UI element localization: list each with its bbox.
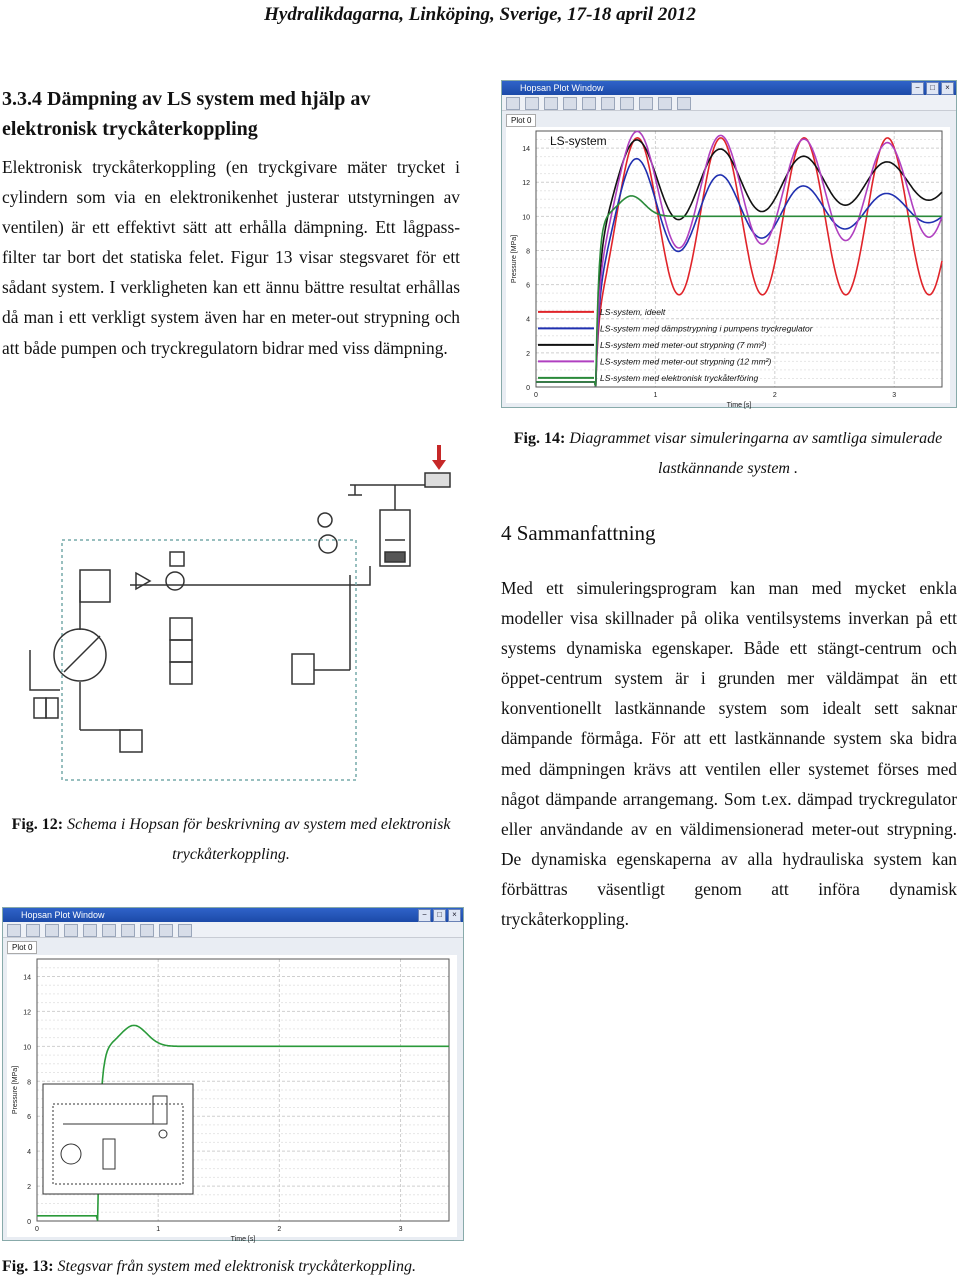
y-tick-label: 6 (27, 1114, 31, 1122)
y-axis-label: Pressure [MPa] (511, 234, 518, 284)
tool-icon[interactable] (544, 97, 558, 110)
close-button[interactable]: × (941, 82, 954, 95)
maximize-button[interactable]: □ (926, 82, 939, 95)
y-tick-label: 12 (23, 1009, 31, 1017)
x-tick-label: 3 (892, 392, 897, 399)
tool-icon[interactable] (140, 924, 154, 937)
fig12-label: Fig. 12: (11, 816, 64, 833)
plot-window-fig13 (2, 907, 464, 1241)
y-tick-label: 10 (23, 1044, 31, 1052)
y-tick-label: 2 (27, 1184, 31, 1192)
tool-icon[interactable] (7, 924, 21, 937)
tool-icon[interactable] (563, 97, 577, 110)
plot-toolbar (3, 922, 463, 938)
legend-entry: LS-system med meter-out strypning (7 mm²) (600, 339, 767, 350)
plot-toolbar (502, 95, 956, 111)
fig13-text: Stegsvar från system med elektronisk tryckåterkoppling. (57, 1258, 416, 1275)
right-paragraph: Med ett simuleringsprogram kan man med mycket enkla modeller visa skillnader på olika ventilsystems inverkan på ett systems dynamiska egenskaper. Både ett stängt-centrum och öppet-centrum system är i grunden mer väldämpat än ett konventionellt lastkännande system som idealt sett saknar dämpande förmåga. För att ett lastkännande system ska bidra med dämpningen krävs att ventilen eller systemet förses med något dämpande arrangemang. Som t.ex. dämpad tryckregulator eller användande av en väldimensionerad meter-out strypning. De dynamiska egenskaperna av alla hydrauliska system kan förbättras väsentligt genom att införa dynamisk tryckåterkoppling. (501, 578, 957, 930)
section4-title: 4 Sammanfattning (501, 521, 656, 545)
x-tick-label: 3 (398, 1226, 403, 1233)
tool-icon[interactable] (102, 924, 116, 937)
tool-icon[interactable] (658, 97, 672, 110)
tool-icon[interactable] (582, 97, 596, 110)
x-tick-label: 2 (772, 392, 777, 399)
x-tick-label: 1 (653, 392, 658, 399)
y-tick-label: 4 (27, 1149, 31, 1157)
chart-fig14 (506, 127, 950, 409)
x-tick-label: 1 (156, 1226, 161, 1233)
y-tick-label: 10 (522, 214, 530, 222)
y-tick-label: 2 (526, 350, 530, 358)
plot-window-titlebar: Hopsan Plot Window − □ × (3, 908, 463, 922)
fig13-caption (2, 1252, 462, 1282)
minimize-button[interactable]: − (418, 909, 431, 922)
y-tick-label: 0 (526, 385, 530, 392)
y-axis-label: Pressure [MPa] (12, 1065, 19, 1115)
tool-icon[interactable] (83, 924, 97, 937)
inset-schematic (43, 1084, 193, 1194)
legend-entry: LS-system med dämpstrypning i pumpens tryckregulator (600, 323, 813, 334)
fig14-text: Diagrammet visar simuleringarna av samtliga simulerade lastkännande system . (569, 430, 943, 477)
tool-icon[interactable] (121, 924, 135, 937)
plot-tab[interactable]: Plot 0 (7, 941, 37, 954)
legend-entry: LS-system med elektronisk tryckåterföring (600, 372, 759, 383)
tool-icon[interactable] (64, 924, 78, 937)
page-header: Hydralikdagarna, Linköping, Sverige, 17-18 april 2012 (264, 4, 696, 25)
left-paragraph: Elektronisk tryckåterkoppling (en tryckgivare mäter trycket i cylindern som via en elektronikenhet justerar utstyrningen av ventilen) är ett effektivt sätt att erhålla dämpning. Ett lågpass-filter tar bort det statiska felet. Figur 13 visar stegsvaret för ett sådant system. I verkligheten kan ett ännu bättre resultat erhållas då man i ett verkligt system även har en meter-out strypning och att både pumpen och tryckregulatorn bidrar med viss dämpning. (2, 157, 460, 358)
maximize-button[interactable]: □ (433, 909, 446, 922)
y-tick-label: 6 (526, 282, 530, 290)
legend-entry: LS-system, ideelt (600, 306, 666, 317)
tool-icon[interactable] (620, 97, 634, 110)
tool-icon[interactable] (639, 97, 653, 110)
y-tick-label: 4 (526, 316, 530, 324)
fig12-caption (0, 810, 462, 870)
close-button[interactable]: × (448, 909, 461, 922)
hydraulic-schematic (10, 440, 460, 790)
section-title: 3.3.4 Dämpning av LS system med hjälp av elektronisk tryckåterkoppling (2, 88, 371, 140)
x-tick-label: 0 (534, 392, 538, 399)
tool-icon[interactable] (45, 924, 59, 937)
plot-window-fig14 (501, 80, 957, 408)
y-tick-label: 8 (526, 248, 530, 256)
tool-icon[interactable] (159, 924, 173, 937)
tool-icon[interactable] (601, 97, 615, 110)
tool-icon[interactable] (178, 924, 192, 937)
y-tick-label: 8 (27, 1079, 31, 1087)
tool-icon[interactable] (506, 97, 520, 110)
y-tick-label: 0 (27, 1219, 31, 1226)
fig14-caption (501, 424, 955, 484)
plot-tab[interactable]: Plot 0 (506, 114, 536, 127)
tool-icon[interactable] (677, 97, 691, 110)
tool-icon[interactable] (525, 97, 539, 110)
fig12-text: Schema i Hopsan för beskrivning av system med elektronisk tryckåterkoppling. (67, 816, 451, 863)
legend-entry: LS-system med meter-out strypning (12 mm²) (600, 356, 772, 367)
x-tick-label: 2 (277, 1226, 282, 1233)
fig14-label: Fig. 14: (513, 430, 566, 447)
x-tick-label: 0 (35, 1226, 39, 1233)
x-axis-label: Time [s] (726, 402, 752, 409)
plot-window-titlebar: Hopsan Plot Window − □ × (502, 81, 956, 95)
minimize-button[interactable]: − (911, 82, 924, 95)
fig13-label: Fig. 13: (2, 1258, 54, 1275)
y-tick-label: 14 (522, 146, 530, 154)
chart-title: LS-system (550, 134, 607, 148)
y-tick-label: 14 (23, 974, 31, 982)
x-axis-label: Time [s] (230, 1236, 256, 1243)
tool-icon[interactable] (26, 924, 40, 937)
y-tick-label: 12 (522, 180, 530, 188)
